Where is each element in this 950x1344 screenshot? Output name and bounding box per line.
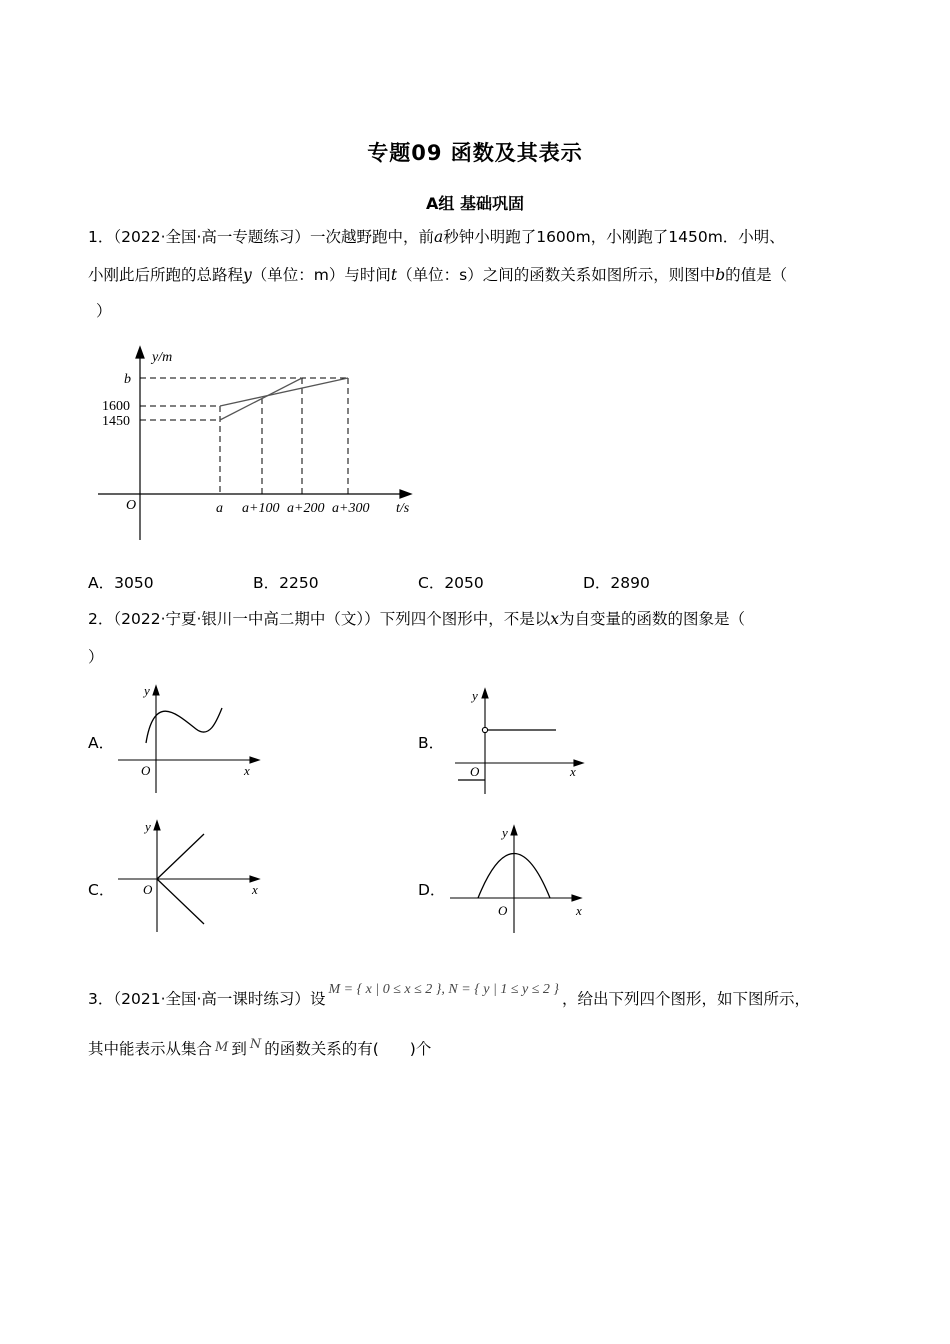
q1-figure [90,340,430,545]
tick-1600: 1600 [102,399,130,414]
q1-line-3: ） [96,302,112,320]
tick-a100: a+100 [242,501,280,516]
section-heading: A组 基础巩固 [426,194,524,213]
q2-graph-d [448,823,590,935]
q1-option-c[interactable]: C．2050 [418,574,484,592]
var-n: N [249,1037,262,1052]
svg-text:y: y [502,825,508,840]
var-b: b [715,266,726,284]
y-label: y/m [152,350,173,365]
q2-option-c[interactable]: C． [88,881,115,899]
svg-text:x: x [576,903,582,918]
q2-graph-c [114,818,264,934]
var-m: M [215,1040,229,1055]
svg-text:O: O [143,882,153,897]
q2-line-2: ） [88,648,104,666]
q1-option-b[interactable]: B．2250 [253,574,319,592]
open-circle [482,727,487,732]
var-a: a [433,228,444,246]
origin-label: O [126,498,137,513]
tick-1450: 1450 [102,414,130,429]
x-axis-arrow [400,490,411,498]
tick-b: b [124,372,131,387]
svg-text:y: y [144,683,150,698]
page-title: 专题09 函数及其表示 [367,141,583,165]
q2-option-d[interactable]: D． [418,881,446,899]
q1-number: 1． [88,228,114,246]
q3-source: （2021·全国·高一课时练习） [113,990,310,1008]
q2-source: （2022·宁夏·银川一中高二期中（文）） [113,610,380,628]
q2-graph-a [114,683,264,795]
q1-source: （2022·全国·高一专题练习） [113,228,310,246]
svg-text:y: y [472,688,478,703]
x-label: t/s [396,501,410,516]
xiaogang-line [220,378,302,420]
q2-line-1: 2．（2022·宁夏·银川一中高二期中（文））下列四个图形中，不是以x为自变量的函数的图象是（ [88,610,745,628]
ray-c-down [157,879,204,924]
var-t: t [390,266,398,284]
svg-text:O: O [141,763,151,778]
q1-line-2: 小刚此后所跑的总路程y（单位：m）与时间t（单位：s）之间的函数关系如图所示，则图中b的值是（ [88,266,788,284]
set-formula: M = { x | 0 ≤ x ≤ 2 }, N = { y | 1 ≤ y ≤ 2 } [328,982,560,997]
svg-text:x: x [252,882,258,897]
var-x: x [550,610,559,628]
svg-text:O: O [498,903,508,918]
y-axis-arrow [136,347,144,358]
q2-option-a[interactable]: A． [88,734,115,752]
svg-text:O: O [470,764,480,779]
var-y: y [243,266,252,284]
tick-a300: a+300 [332,501,370,516]
svg-text:x: x [244,763,250,778]
q2-option-b[interactable]: B． [418,734,445,752]
q1-option-d[interactable]: D．2890 [583,574,650,592]
q3-line-2: 其中能表示从集合 M 到 $^N$ 的函数关系的有( )个 [88,1037,432,1058]
svg-text:y: y [145,819,151,834]
tick-a: a [216,501,223,516]
q2-graph-b [450,686,590,796]
q3-number: 3． [88,990,114,1008]
q1-option-a[interactable]: A．3050 [88,574,154,592]
curve-a [146,708,222,743]
xiaoming-line [220,378,348,406]
tick-a200: a+200 [287,501,325,516]
q3-line-1: 3．（2021·全国·高一课时练习）设M = { x | 0 ≤ x ≤ 2 }, N = { y | 1 ≤ y ≤ 2 }，给出下列四个图形，如下图所示， [88,982,811,1008]
q1-line-1: 1．（2022·全国·高一专题练习）一次越野跑中，前a秒钟小明跑了1600m，小刚跑了1450m．小明、 [88,228,785,246]
svg-text:x: x [570,764,576,779]
q2-number: 2． [88,610,114,628]
ray-c-up [157,834,204,879]
